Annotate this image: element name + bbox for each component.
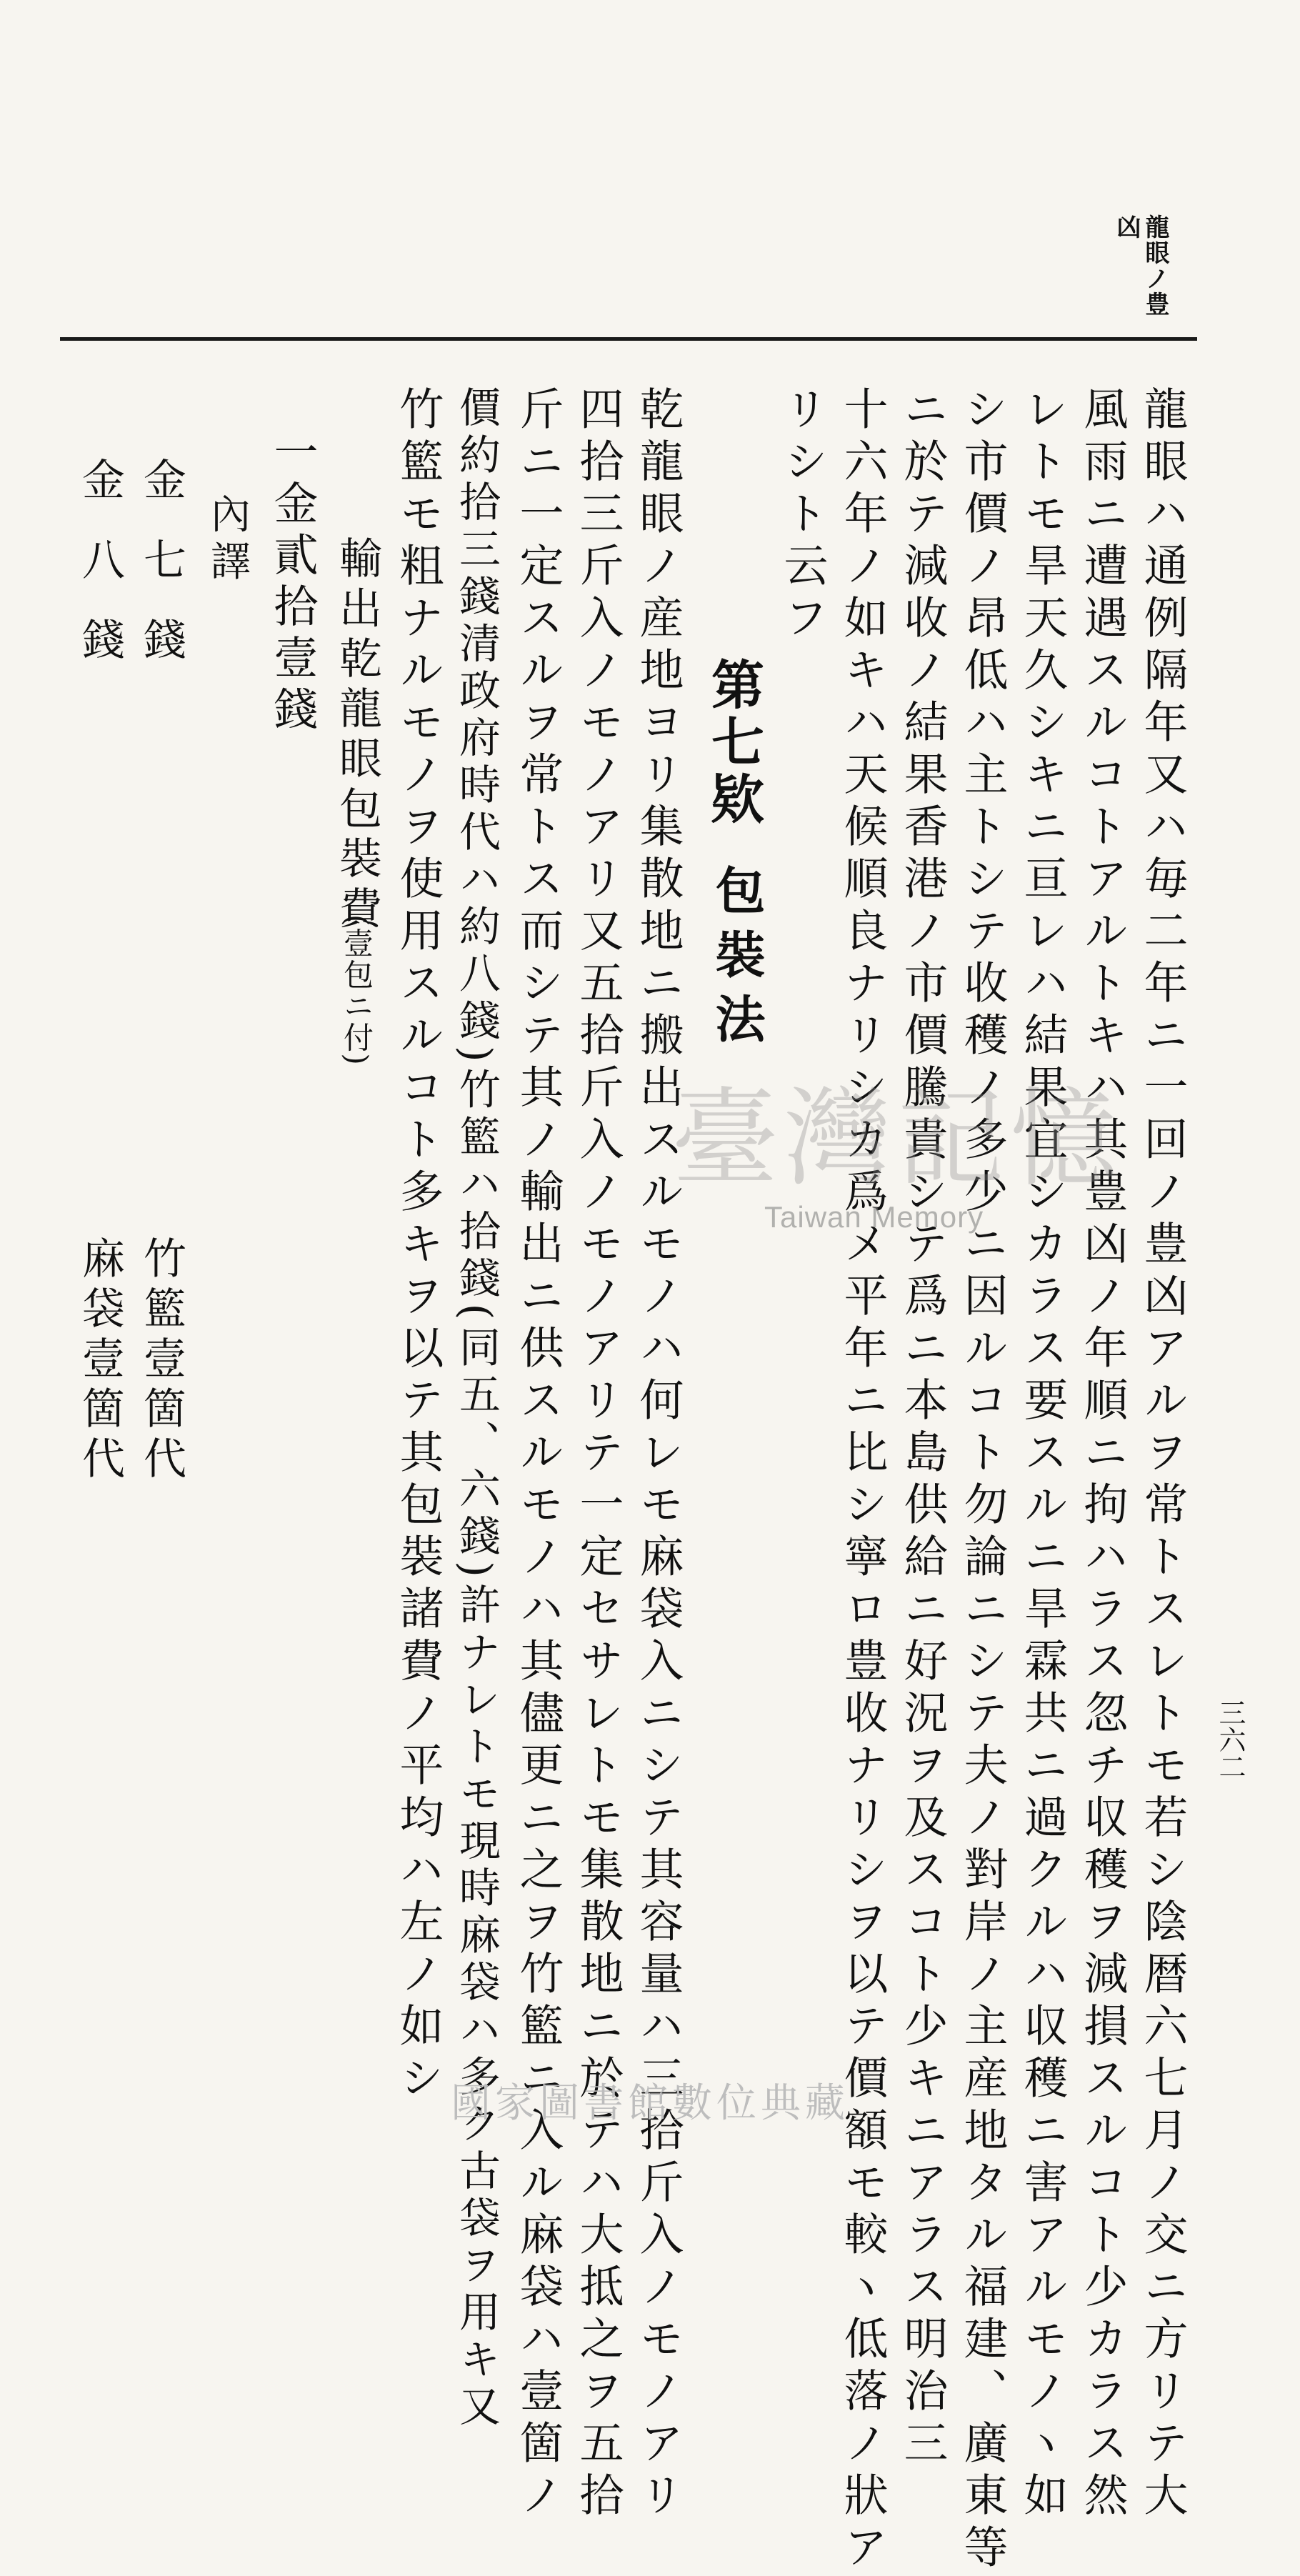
item-label-1: 竹籃壹箇代 <box>136 1236 186 1486</box>
header-rule <box>60 337 1197 341</box>
paragraph1-line-4: シ市價ノ昂低ハ主トシテ收穫ノ多少ニ因ルコト勿論ニシテ夫ノ對岸ノ主産地タル福建、廣東等 <box>956 386 1009 2576</box>
table-heading: 輸出乾龍眼包裝費 <box>332 536 382 936</box>
section-title: 包裝法 <box>707 864 766 1057</box>
watermark-subtitle: Taiwan Memory <box>764 1200 984 1234</box>
paragraph1-line-6: 十六年ノ如キハ天候順良ナリシカ爲メ平年ニ比シ寧ロ豊收ナリシヲ以テ價額モ較ヽ低落ノ狀ア <box>836 386 889 2576</box>
paragraph2-line-1: 乾龍眼ノ産地ヨリ集散地ニ搬出スルモノハ何レモ麻袋入ニシテ其容量ハ三拾斤入ノモノアリ <box>632 386 684 2524</box>
item-label-2: 麻袋壹箇代 <box>75 1236 125 1486</box>
paragraph1-line-3: レトモ旱天久シキニ亘レハ結果宜シカラス要スルニ旱霖共ニ過クルハ収穫ニ害アルモノヽ如 <box>1016 386 1069 2524</box>
total-amount: 一金貳拾壹錢 <box>266 429 319 737</box>
paragraph1-line-2: 風雨ニ遭遇スルコトアルトキハ其豊凶ノ年順ニ拘ハラス忽チ収穫ヲ減損スルコト少カラス然 <box>1076 386 1129 2524</box>
item-amount-1: 金七錢 <box>136 457 186 697</box>
running-title-1: 龍眼ノ豊 <box>1141 214 1169 317</box>
footer-credit: 國家圖書館數位典藏 <box>451 2080 849 2127</box>
paragraph2-line-4: 價約拾三錢清政府時代ハ約八錢)竹籃ハ拾錢(同五、六錢)許ナレトモ現時麻袋ハ多ク古袋ヲ用キ又 <box>452 386 501 2432</box>
paragraph1-line-7: リシト云フ <box>776 386 829 647</box>
table-heading-note: (壹包ニ付) <box>339 914 374 1067</box>
paragraph1-line-5: ニ於テ減收ノ結果香港ノ市價騰貴シテ爲ニ本島供給ニ好況ヲ及スコト少キニアラス明治三 <box>896 386 949 2472</box>
page-number: 三六二 <box>1214 1699 1246 1780</box>
paragraph2-line-2: 四拾三斤入ノモノアリ又五拾斤入ノモノアリテ一定セサレトモ集散地ニ於テハ大抵之ヲ五拾 <box>572 386 624 2524</box>
breakdown-label: 內譯 <box>204 493 251 587</box>
paragraph1-line-1: 龍眼ハ通例隔年又ハ毎二年ニ一回ノ豊凶アルヲ常トスレトモ若シ陰暦六七月ノ交ニ方リテ大 <box>1136 386 1189 2524</box>
paragraph2-line-3: 斤ニ一定スルヲ常トス而シテ其ノ輸出ニ供スルモノハ其儘更ニ之ヲ竹籃ニ入ル麻袋ハ壹箇ノ <box>512 386 564 2524</box>
watermark-logo: 臺灣記憶 <box>671 1077 1124 1202</box>
item-amount-2: 金八錢 <box>75 457 125 697</box>
section-heading: 第七欵 <box>703 657 764 829</box>
running-title-2: 凶 <box>1112 214 1141 240</box>
paragraph2-line-5: 竹籃モ粗ナルモノヲ使用スルコト多キヲ以テ其包裝諸費ノ平均ハ左ノ如シ <box>392 386 444 2107</box>
